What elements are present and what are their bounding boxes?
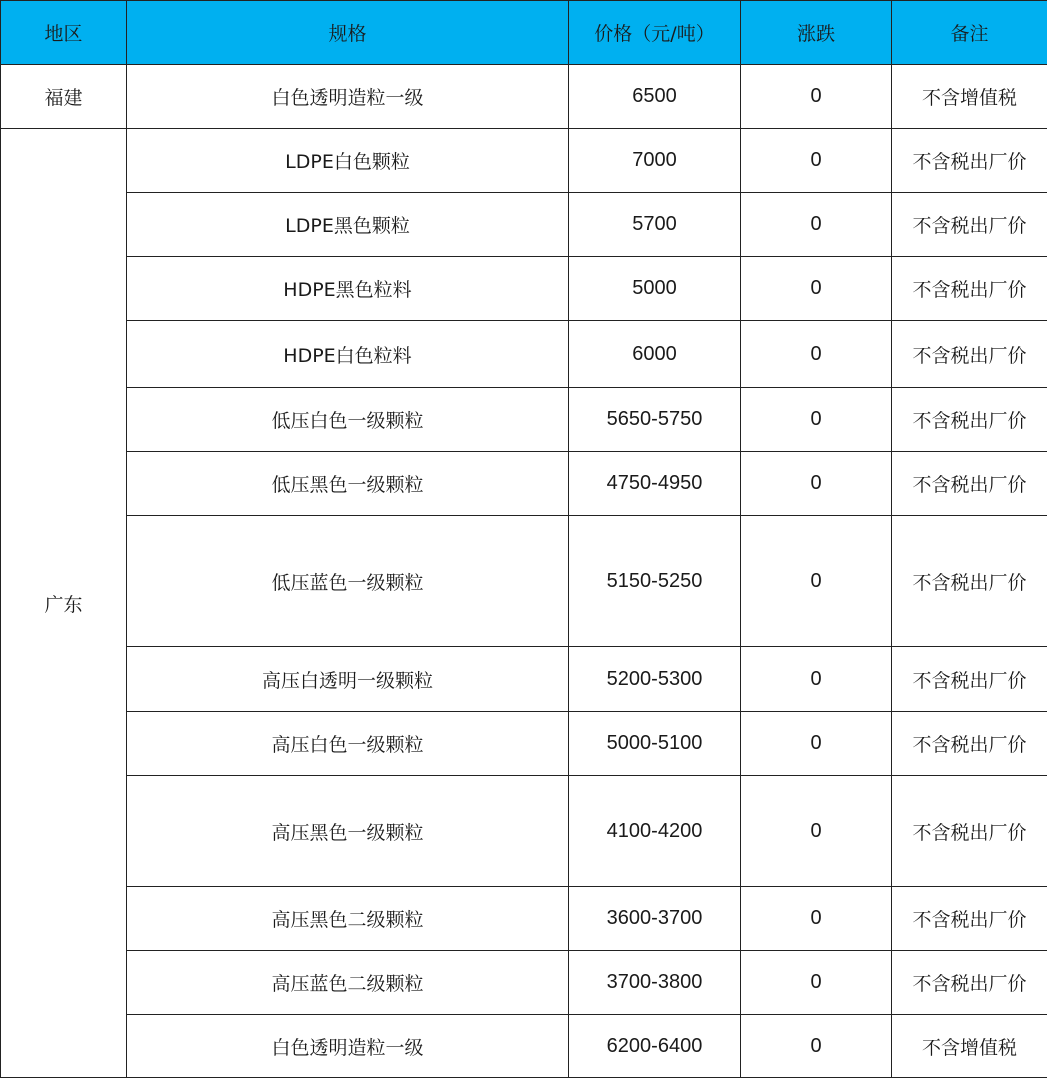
price-cell: 5700 [569,193,741,257]
spec-cell: 高压白透明一级颗粒 [127,647,569,712]
note-cell: 不含税出厂价 [892,776,1047,887]
price-cell: 3600-3700 [569,887,741,951]
table-row [1,65,1047,129]
change-cell: 0 [741,193,892,257]
table-row [1,193,1047,257]
spec-cell: 高压黑色二级颗粒 [127,887,569,951]
change-cell: 0 [741,776,892,887]
table-row [1,388,1047,452]
price-cell: 6500 [569,65,741,129]
note-cell: 不含税出厂价 [892,129,1047,193]
table-row [1,776,1047,887]
price-cell: 6000 [569,321,741,388]
price-cell: 6200-6400 [569,1015,741,1078]
change-cell: 0 [741,516,892,647]
note-cell: 不含税出厂价 [892,647,1047,712]
change-cell: 0 [741,65,892,129]
change-cell: 0 [741,951,892,1015]
change-cell: 0 [741,452,892,516]
note-cell: 不含税出厂价 [892,951,1047,1015]
header-price: 价格（元/吨） [569,1,741,65]
note-cell: 不含税出厂价 [892,321,1047,388]
note-cell: 不含税出厂价 [892,257,1047,321]
spec-cell: 低压蓝色一级颗粒 [127,516,569,647]
price-cell: 5000 [569,257,741,321]
spec-cell: 低压白色一级颗粒 [127,388,569,452]
price-cell: 7000 [569,129,741,193]
table-row [1,647,1047,712]
note-cell: 不含税出厂价 [892,193,1047,257]
price-cell: 4100-4200 [569,776,741,887]
table-row [1,321,1047,388]
change-cell: 0 [741,887,892,951]
spec-cell: 高压白色一级颗粒 [127,712,569,776]
table-row [1,516,1047,647]
change-cell: 0 [741,321,892,388]
table-row [1,1015,1047,1078]
header-region: 地区 [1,1,127,65]
spec-cell: 低压黑色一级颗粒 [127,452,569,516]
table-row [1,951,1047,1015]
region-cell: 广东 [1,129,127,1078]
change-cell: 0 [741,257,892,321]
table-row [1,712,1047,776]
spec-cell: LDPE黑色颗粒 [127,193,569,257]
note-cell: 不含增值税 [892,1015,1047,1078]
header-row [1,1,1047,65]
spec-cell: HDPE白色粒料 [127,321,569,388]
spec-cell: 白色透明造粒一级 [127,65,569,129]
price-cell: 5650-5750 [569,388,741,452]
price-cell: 5200-5300 [569,647,741,712]
price-cell: 3700-3800 [569,951,741,1015]
table-row [1,887,1047,951]
change-cell: 0 [741,1015,892,1078]
note-cell: 不含税出厂价 [892,516,1047,647]
spec-cell: HDPE黑色粒料 [127,257,569,321]
change-cell: 0 [741,647,892,712]
note-cell: 不含税出厂价 [892,388,1047,452]
region-cell: 福建 [1,65,127,129]
change-cell: 0 [741,388,892,452]
spec-cell: 白色透明造粒一级 [127,1015,569,1078]
header-spec: 规格 [127,1,569,65]
note-cell: 不含增值税 [892,65,1047,129]
note-cell: 不含税出厂价 [892,452,1047,516]
spec-cell: 高压蓝色二级颗粒 [127,951,569,1015]
note-cell: 不含税出厂价 [892,712,1047,776]
table-row [1,452,1047,516]
header-note: 备注 [892,1,1047,65]
table-row [1,257,1047,321]
table-row [1,129,1047,193]
change-cell: 0 [741,712,892,776]
price-cell: 5000-5100 [569,712,741,776]
price-cell: 5150-5250 [569,516,741,647]
spec-cell: LDPE白色颗粒 [127,129,569,193]
note-cell: 不含税出厂价 [892,887,1047,951]
price-cell: 4750-4950 [569,452,741,516]
header-change: 涨跌 [741,1,892,65]
spec-cell: 高压黑色一级颗粒 [127,776,569,887]
change-cell: 0 [741,129,892,193]
